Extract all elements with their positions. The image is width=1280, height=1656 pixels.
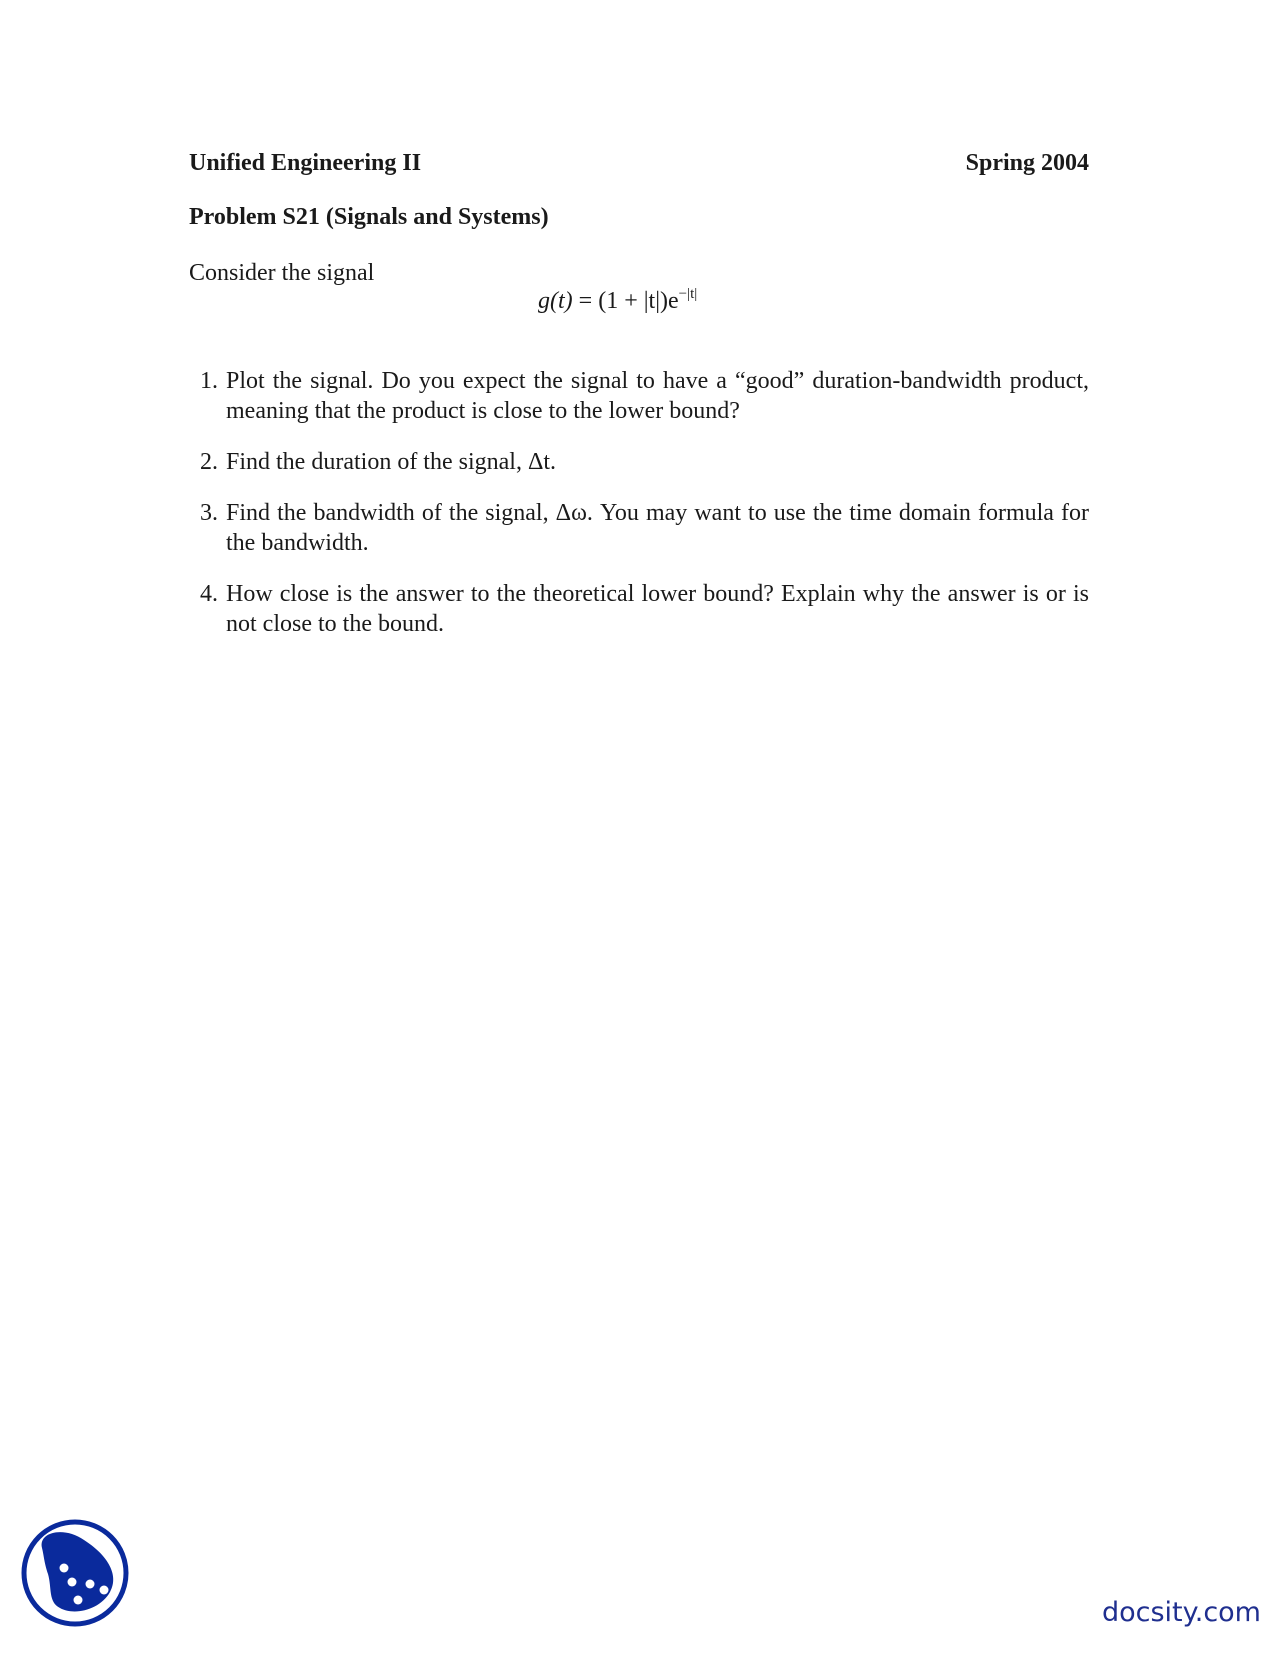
signal-equation [538, 288, 697, 315]
question-number: 4. [200, 581, 218, 607]
problem-title: Problem S21 (Signals and Systems) [189, 204, 549, 230]
question-number: 2. [200, 449, 218, 475]
question-text: Plot the signal. Do you expect the signal to have a “good” duration-bandwidth product, meaning that the product is close to the lower bound? [226, 368, 1089, 424]
question-text: Find the bandwidth of the signal, Δω. You may want to use the time domain formula for the bandwidth. [226, 500, 1089, 556]
intro-text: Consider the signal [189, 260, 375, 286]
question-item [189, 498, 1089, 558]
docsity-brand-link[interactable]: docsity.com [1101, 1597, 1261, 1628]
question-item [189, 579, 1089, 639]
term-label: Spring 2004 [965, 150, 1089, 176]
equation-rhs-exponent: −|t| [678, 286, 698, 302]
question-text: Find the duration of the signal, Δt. [226, 449, 557, 475]
question-text: How close is the answer to the theoretical lower bound? Explain why the answer is or is not close to the bound. [226, 581, 1089, 637]
course-title: Unified Engineering II [189, 150, 422, 176]
document-header [189, 150, 1089, 177]
question-list [189, 366, 1089, 660]
question-item [189, 447, 1089, 477]
equation-lhs: g(t) [538, 288, 573, 314]
equation-equals: = [572, 288, 599, 314]
question-number: 3. [200, 500, 218, 526]
question-number: 1. [200, 368, 218, 394]
equation-rhs-base: (1 + |t|)e [598, 288, 679, 314]
question-item [189, 366, 1089, 426]
docsity-logo-icon[interactable] [20, 1518, 130, 1628]
